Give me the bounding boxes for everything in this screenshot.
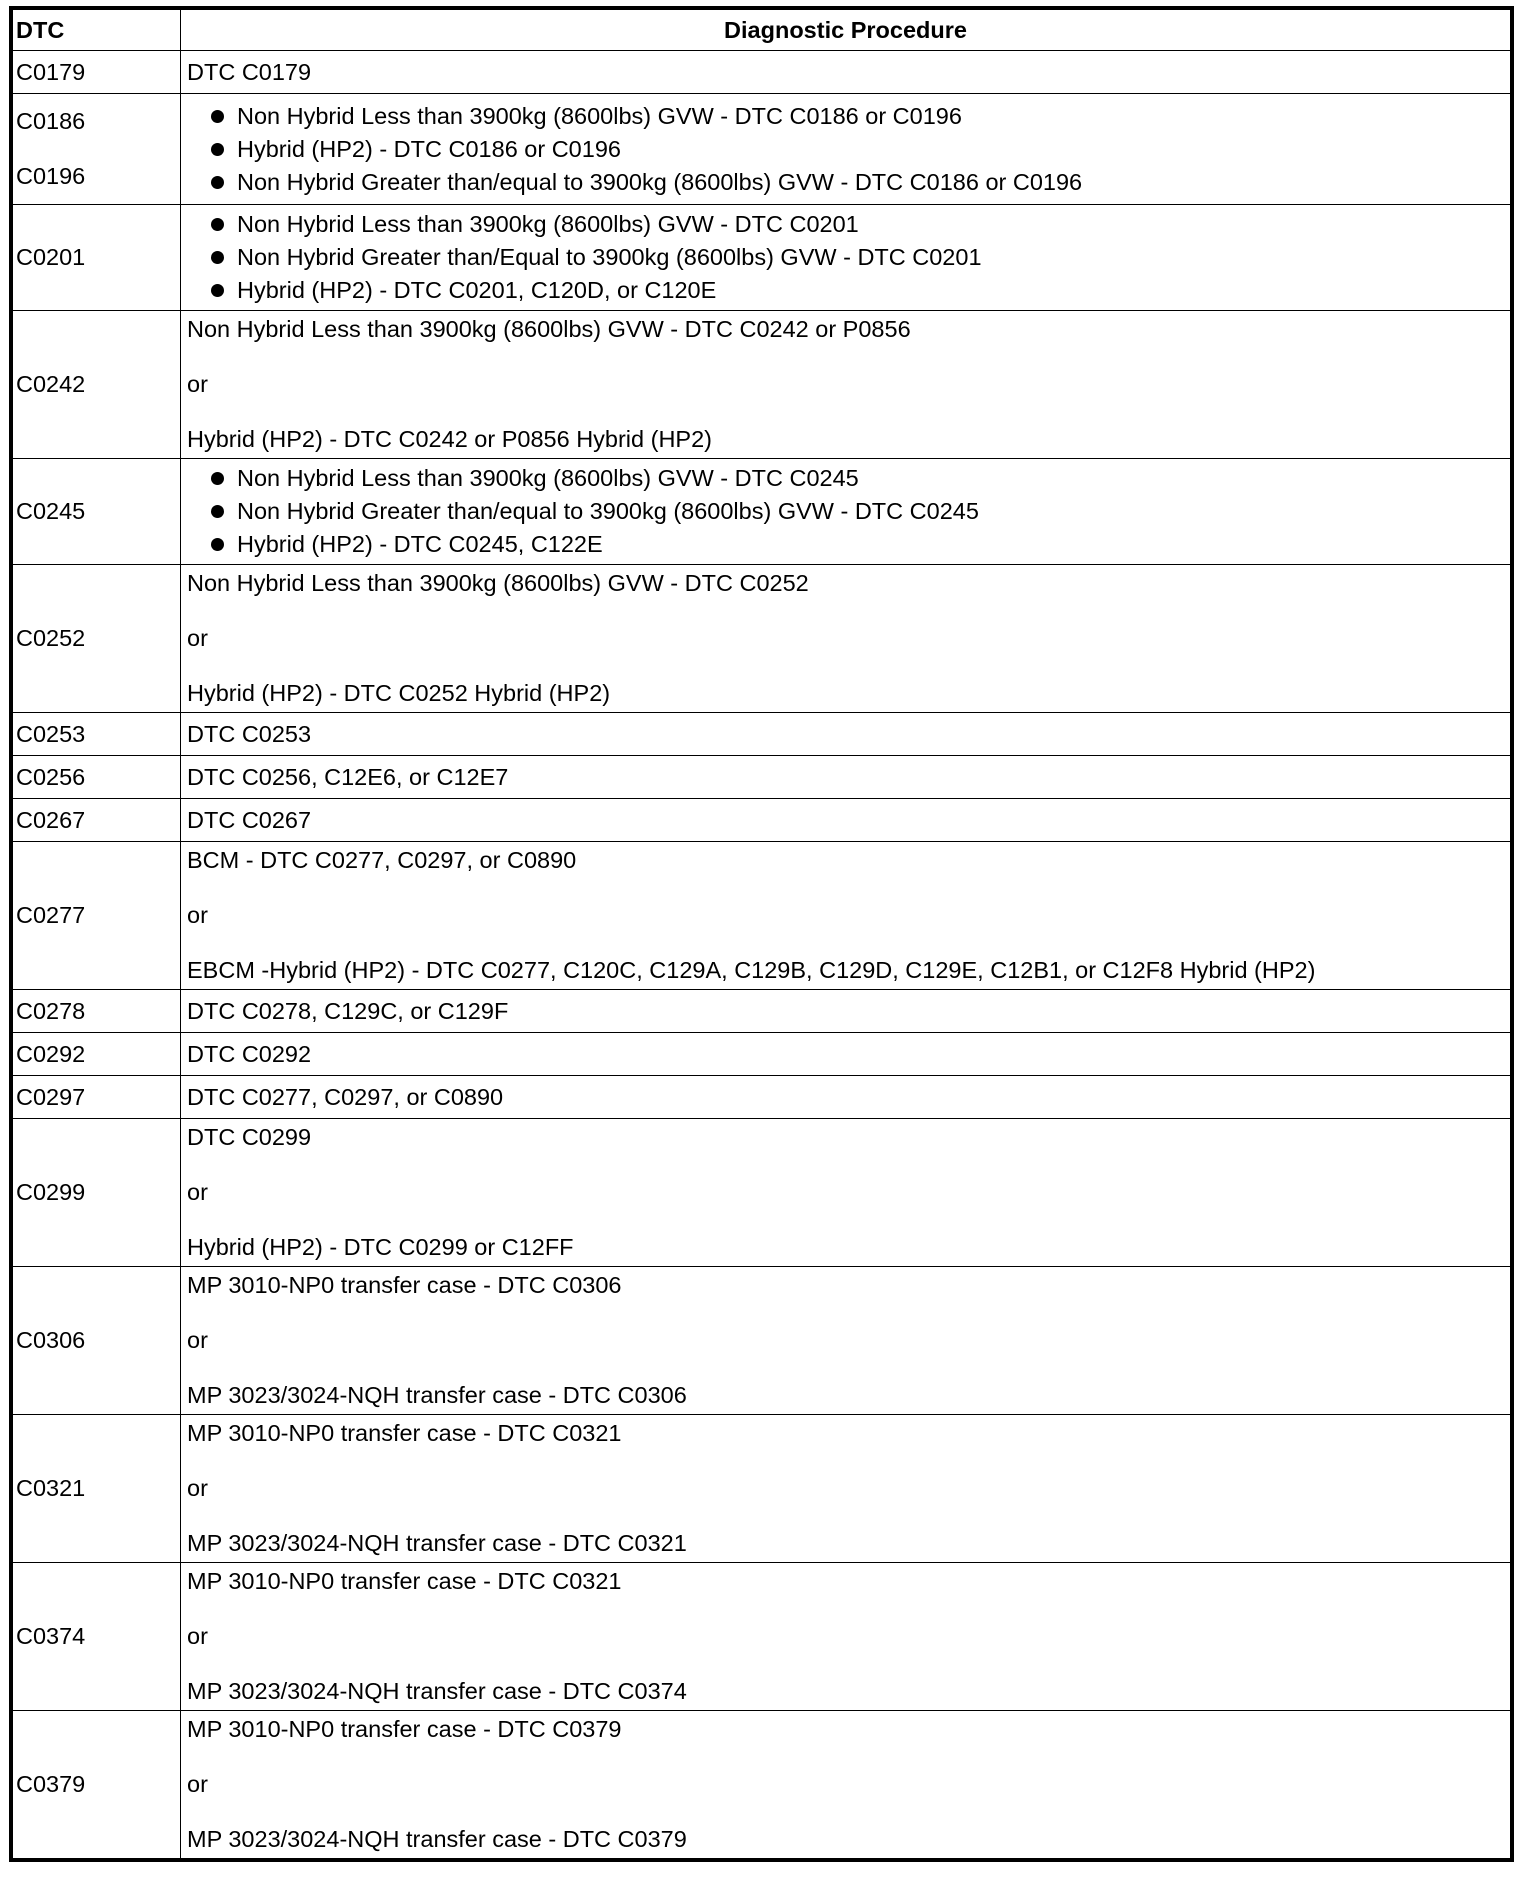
procedure-bullet-item: Hybrid (HP2) - DTC C0201, C120D, or C120E <box>211 274 1504 307</box>
procedure-line: MP 3023/3024-NQH transfer case - DTC C0374 <box>187 1678 687 1704</box>
or-separator: or <box>187 625 208 651</box>
dtc-cell <box>13 94 181 205</box>
dtc-code: C0242 <box>16 371 86 397</box>
procedure-cell <box>181 1711 1511 1859</box>
procedure-text: DTC C0277, C0297, or C0890 <box>187 1083 504 1110</box>
procedure-cell <box>181 311 1511 459</box>
procedure-bullet-item: Non Hybrid Greater than/equal to 3900kg (8600lbs) GVW - DTC C0186 or C0196 <box>211 166 1504 199</box>
procedure-cell <box>181 713 1511 756</box>
procedure-cell <box>181 756 1511 799</box>
procedure-line: MP 3023/3024-NQH transfer case - DTC C0306 <box>187 1382 687 1408</box>
header-dtc: DTC <box>13 10 181 51</box>
table-row <box>13 1267 1511 1415</box>
procedure-cell <box>181 1415 1511 1563</box>
or-separator: or <box>187 1771 208 1797</box>
procedure-cell <box>181 1033 1511 1076</box>
procedure-cell <box>181 1267 1511 1415</box>
procedure-bullet-item: Non Hybrid Less than 3900kg (8600lbs) GVW - DTC C0201 <box>211 208 1504 241</box>
dtc-cell <box>13 51 181 94</box>
procedure-bullet-item: Non Hybrid Less than 3900kg (8600lbs) GVW - DTC C0245 <box>211 462 1504 495</box>
procedure-line: Non Hybrid Less than 3900kg (8600lbs) GVW - DTC C0252 <box>187 570 809 596</box>
dtc-cell <box>13 756 181 799</box>
procedure-cell <box>181 799 1511 842</box>
procedure-bullet-item: Hybrid (HP2) - DTC C0186 or C0196 <box>211 133 1504 166</box>
or-separator: or <box>187 1327 208 1353</box>
procedure-text: DTC C0267 <box>187 806 312 833</box>
dtc-table <box>9 6 1514 1862</box>
dtc-code: C0292 <box>16 1040 86 1067</box>
table-row <box>13 799 1511 842</box>
dtc-code: C0297 <box>16 1083 86 1110</box>
or-separator: or <box>187 1623 208 1649</box>
dtc-code: C0245 <box>16 498 86 524</box>
procedure-line: MP 3023/3024-NQH transfer case - DTC C0321 <box>187 1530 687 1556</box>
table-row <box>13 842 1511 990</box>
procedure-line: MP 3010-NP0 transfer case - DTC C0379 <box>187 1716 622 1742</box>
header-procedure: Diagnostic Procedure <box>181 10 1511 51</box>
dtc-code: C0299 <box>16 1179 86 1205</box>
dtc-cell <box>13 1711 181 1859</box>
dtc-code: C0267 <box>16 806 86 833</box>
dtc-cell <box>13 1267 181 1415</box>
dtc-code: C0374 <box>16 1623 86 1649</box>
table-row <box>13 1415 1511 1563</box>
dtc-cell <box>13 1076 181 1119</box>
dtc-cell <box>13 1119 181 1267</box>
table-row <box>13 94 1511 205</box>
table-row <box>13 311 1511 459</box>
dtc-cell <box>13 459 181 565</box>
table-row <box>13 990 1511 1033</box>
procedure-line: MP 3023/3024-NQH transfer case - DTC C0379 <box>187 1826 687 1852</box>
table-row <box>13 205 1511 311</box>
or-separator: or <box>187 371 208 397</box>
procedure-cell <box>181 459 1511 565</box>
table-body <box>13 51 1511 1859</box>
table-row <box>13 1711 1511 1859</box>
dtc-code: C0186 <box>16 108 86 134</box>
table-row <box>13 756 1511 799</box>
procedure-cell <box>181 1076 1511 1119</box>
procedure-text: DTC C0253 <box>187 720 312 747</box>
table-row <box>13 1119 1511 1267</box>
procedure-line: Hybrid (HP2) - DTC C0252 Hybrid (HP2) <box>187 680 611 706</box>
dtc-code: C0278 <box>16 997 86 1024</box>
table-row <box>13 565 1511 713</box>
dtc-code: C0321 <box>16 1475 86 1501</box>
procedure-cell <box>181 565 1511 713</box>
procedure-line: MP 3010-NP0 transfer case - DTC C0306 <box>187 1272 622 1298</box>
dtc-cell <box>13 205 181 311</box>
procedure-text: DTC C0256, C12E6, or C12E7 <box>187 763 509 790</box>
procedure-cell <box>181 990 1511 1033</box>
procedure-text: DTC C0278, C129C, or C129F <box>187 997 509 1024</box>
table-row <box>13 1076 1511 1119</box>
table-row <box>13 713 1511 756</box>
dtc-code: C0253 <box>16 720 86 747</box>
procedure-cell <box>181 94 1511 205</box>
procedure-line: MP 3010-NP0 transfer case - DTC C0321 <box>187 1420 622 1446</box>
procedure-cell <box>181 1563 1511 1711</box>
header-row <box>13 10 1511 51</box>
procedure-bullet-item: Non Hybrid Greater than/Equal to 3900kg (8600lbs) GVW - DTC C0201 <box>211 241 1504 274</box>
procedure-line: MP 3010-NP0 transfer case - DTC C0321 <box>187 1568 622 1594</box>
procedure-line: Hybrid (HP2) - DTC C0299 or C12FF <box>187 1234 574 1260</box>
procedure-line: Hybrid (HP2) - DTC C0242 or P0856 Hybrid (HP2) <box>187 426 712 452</box>
dtc-cell <box>13 1563 181 1711</box>
procedure-text: DTC C0292 <box>187 1040 312 1067</box>
procedure-bullet-item: Non Hybrid Less than 3900kg (8600lbs) GVW - DTC C0186 or C0196 <box>211 100 1504 133</box>
procedure-cell <box>181 1119 1511 1267</box>
procedure-text: DTC C0179 <box>187 58 312 85</box>
dtc-cell <box>13 799 181 842</box>
table-row <box>13 1033 1511 1076</box>
dtc-code-secondary: C0196 <box>16 163 86 189</box>
or-separator: or <box>187 1179 208 1205</box>
procedure-line: DTC C0299 <box>187 1124 312 1150</box>
procedure-cell <box>181 842 1511 990</box>
dtc-cell <box>13 990 181 1033</box>
dtc-code: C0277 <box>16 902 86 928</box>
dtc-code: C0379 <box>16 1771 86 1797</box>
dtc-code: C0306 <box>16 1327 86 1353</box>
dtc-cell <box>13 565 181 713</box>
procedure-line: BCM - DTC C0277, C0297, or C0890 <box>187 847 577 873</box>
procedure-cell <box>181 205 1511 311</box>
procedure-bullet-list <box>187 205 1504 310</box>
or-separator: or <box>187 1475 208 1501</box>
dtc-code: C0201 <box>16 244 86 270</box>
dtc-code: C0252 <box>16 625 86 651</box>
procedure-line: EBCM -Hybrid (HP2) - DTC C0277, C120C, C129A, C129B, C129D, C129E, C12B1, or C12F8 Hybrid (HP2) <box>187 957 1316 983</box>
dtc-cell <box>13 1033 181 1076</box>
table-row <box>13 51 1511 94</box>
dtc-cell <box>13 842 181 990</box>
dtc-cell <box>13 713 181 756</box>
procedure-bullet-item: Non Hybrid Greater than/equal to 3900kg (8600lbs) GVW - DTC C0245 <box>211 495 1504 528</box>
procedure-bullet-list <box>187 459 1504 564</box>
table-row <box>13 459 1511 565</box>
dtc-code: C0179 <box>16 58 86 85</box>
dtc-code: C0256 <box>16 763 86 790</box>
procedure-bullet-list <box>187 97 1504 202</box>
dtc-cell <box>13 1415 181 1563</box>
table-row <box>13 1563 1511 1711</box>
or-separator: or <box>187 902 208 928</box>
procedure-line: Non Hybrid Less than 3900kg (8600lbs) GVW - DTC C0242 or P0856 <box>187 316 911 342</box>
dtc-cell <box>13 311 181 459</box>
procedure-bullet-item: Hybrid (HP2) - DTC C0245, C122E <box>211 528 1504 561</box>
procedure-cell <box>181 51 1511 94</box>
